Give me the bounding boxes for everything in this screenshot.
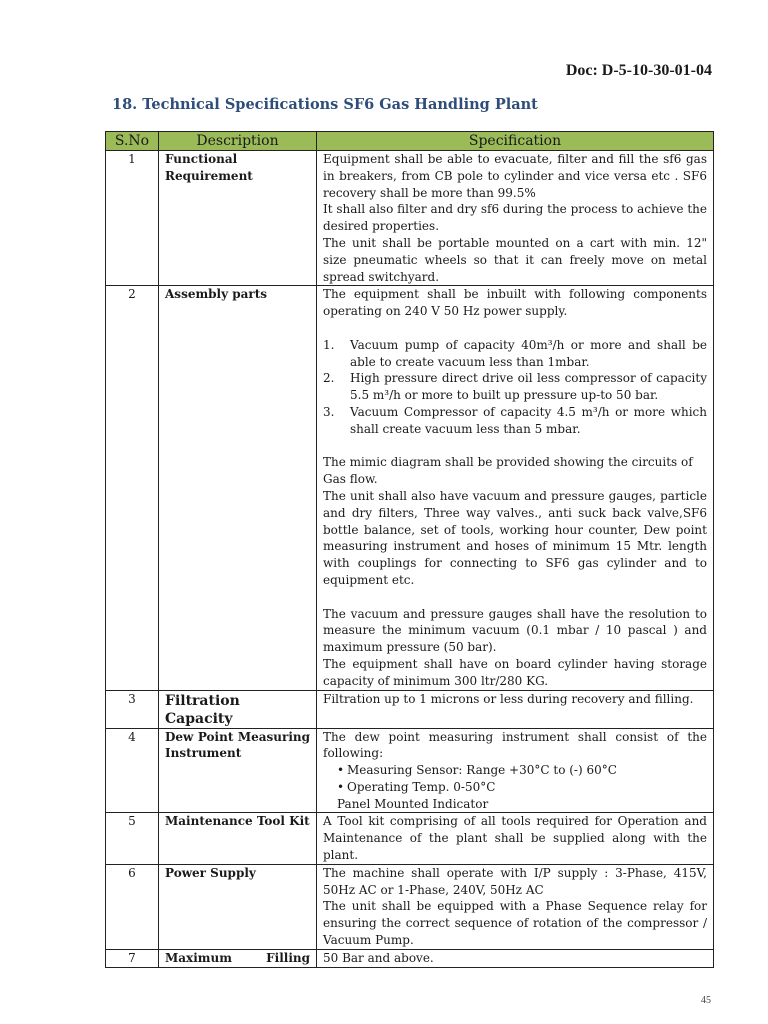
document-id: Doc: D-5-10-30-01-04 <box>565 62 712 79</box>
page-number: 45 <box>701 995 711 1006</box>
row-description: Maintenance Tool Kit <box>159 813 317 864</box>
column-header-specification: Specification <box>317 132 714 151</box>
row-number: 3 <box>106 690 159 728</box>
list-item <box>323 370 707 404</box>
spec-paragraph: Filtration up to 1 microns or less during recovery and filling. <box>323 691 694 706</box>
table-row <box>106 813 714 864</box>
spec-paragraph: Equipment shall be able to evacuate, filter and fill the sf6 gas in breakers, from CB pole to cylinder and vice versa etc . SF6 recovery shall be more than 99.5% <box>323 152 707 200</box>
spec-paragraph: The unit shall be portable mounted on a cart with min. 12" size pneumatic wheels so that it can freely move on metal spread switchyard. <box>323 235 707 284</box>
row-description: Dew Point Measuring Instrument <box>159 728 317 813</box>
row-specification <box>317 949 714 967</box>
table-row <box>106 864 714 949</box>
spec-paragraph: The equipment shall have on board cylinder having storage capacity of minimum 300 ltr/280 KG. <box>323 656 707 688</box>
list-item <box>323 404 707 438</box>
column-header-sno: S.No <box>106 132 159 151</box>
spec-paragraph: The unit shall be equipped with a Phase Sequence relay for ensuring the correct sequence of rotation of the compressor / Vacuum Pump. <box>323 899 707 948</box>
list-item-text: Vacuum Compressor of capacity 4.5 m³/h or more which shall create vacuum less than 5 mbar. <box>350 404 707 436</box>
list-number: 1. <box>323 337 335 352</box>
list-item-text: Measuring Sensor: Range +30°C to (-) 60°C <box>347 763 617 778</box>
bullet-icon: • <box>337 763 345 778</box>
spec-paragraph: A Tool kit comprising of all tools required for Operation and Maintenance of the plant shall be supplied along with the plant. <box>323 814 707 863</box>
spec-paragraph: The machine shall operate with I/P supply : 3-Phase, 415V, 50Hz AC or 1-Phase, 240V, 50Hz AC <box>323 865 707 897</box>
row-number: 4 <box>106 728 159 813</box>
row-description: Filtration Capacity <box>159 690 317 728</box>
row-number: 5 <box>106 813 159 864</box>
list-item-text: High pressure direct drive oil less compressor of capacity 5.5 m³/h or more to built up pressure up-to 50 bar. <box>350 371 707 403</box>
list-item-text: Operating Temp. 0-50°C <box>347 779 496 794</box>
spec-paragraph: The unit shall also have vacuum and pressure gauges, particle and dry filters, Three way valves., anti suck back valve,SF6 bottle balance, set of tools, working hour counter, Dew point measuring instrument and hoses of minimum 15 Mtr. length with couplings for connecting to SF6 gas cylinder and to equipment etc. <box>323 488 707 587</box>
specification-table <box>105 131 714 968</box>
row-number: 7 <box>106 949 159 967</box>
row-description: Functional Requirement <box>159 151 317 286</box>
row-number: 2 <box>106 286 159 690</box>
list-item <box>337 762 707 779</box>
spec-paragraph: Panel Mounted Indicator <box>337 796 489 811</box>
table-row <box>106 949 714 967</box>
column-header-description: Description <box>159 132 317 151</box>
spec-intro: The dew point measuring instrument shall consist of the following: <box>323 729 707 761</box>
row-specification <box>317 151 714 286</box>
row-number: 6 <box>106 864 159 949</box>
sensor-spec-list <box>323 762 707 796</box>
row-number: 1 <box>106 151 159 286</box>
section-title: 18. Technical Specifications SF6 Gas Handling Plant <box>112 96 538 113</box>
components-list <box>323 337 707 438</box>
spec-paragraph: The vacuum and pressure gauges shall have the resolution to measure the minimum vacuum (0.1 mbar / 10 pascal ) and maximum pressure (50 bar). <box>323 606 707 655</box>
spec-paragraph: The mimic diagram shall be provided showing the circuits of Gas flow. <box>323 455 693 487</box>
row-description: Maximum Filling <box>159 949 317 967</box>
spec-paragraph: 50 Bar and above. <box>323 950 434 965</box>
row-specification <box>317 690 714 728</box>
list-item <box>323 337 707 371</box>
list-number: 3. <box>323 404 335 419</box>
table-row <box>106 728 714 813</box>
table-row <box>106 286 714 690</box>
row-description: Power Supply <box>159 864 317 949</box>
row-specification <box>317 813 714 864</box>
spec-intro: The equipment shall be inbuilt with following components operating on 240 V 50 Hz power supply. <box>323 287 707 319</box>
table-header-row <box>106 132 714 151</box>
list-number: 2. <box>323 371 335 386</box>
table-row <box>106 151 714 286</box>
row-specification <box>317 728 714 813</box>
row-specification <box>317 286 714 690</box>
list-item <box>337 779 707 796</box>
bullet-icon: • <box>337 779 345 794</box>
table-row <box>106 690 714 728</box>
row-specification <box>317 864 714 949</box>
list-item-text: Vacuum pump of capacity 40m³/h or more and shall be able to create vacuum less than 1mbar. <box>350 337 707 369</box>
spec-paragraph: It shall also filter and dry sf6 during the process to achieve the desired properties. <box>323 202 707 234</box>
row-description: Assembly parts <box>159 286 317 690</box>
